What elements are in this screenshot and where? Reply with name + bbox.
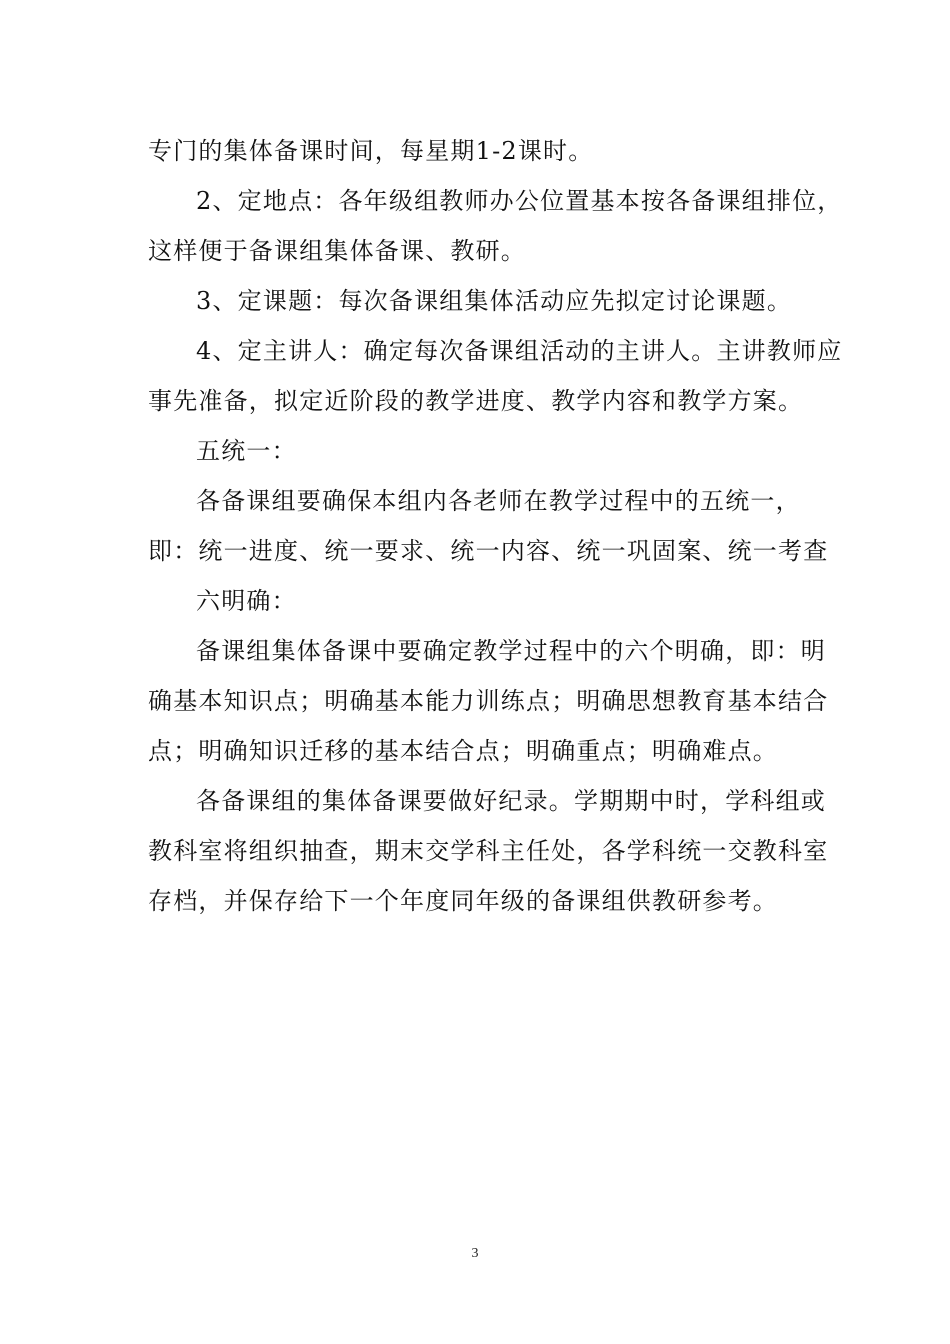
text-line: 教科室将组织抽查，期末交学科主任处，各学科统一交教科室 [148, 837, 829, 865]
section-heading: 五统一： [196, 437, 297, 465]
text-line: 各备课组的集体备课要做好纪录。学期期中时，学科组或 [196, 787, 826, 815]
text-line: 专门的集体备课时间，每星期1-2课时。 [148, 137, 594, 165]
text-line: 各备课组要确保本组内各老师在教学过程中的五统一， [196, 487, 801, 515]
text-line: 存档，并保存给下一个年度同年级的备课组供教研参考。 [148, 887, 778, 915]
text-line: 点；明确知识迁移的基本结合点；明确重点；明确难点。 [148, 737, 778, 765]
text-line: 备课组集体备课中要确定教学过程中的六个明确，即：明 [196, 637, 826, 665]
page-number: 3 [471, 1246, 479, 1261]
text-line: 3、定课题：每次备课组集体活动应先拟定讨论课题。 [196, 287, 793, 315]
text-line: 即：统一进度、统一要求、统一内容、统一巩固案、统一考查 [148, 537, 829, 565]
document-body [148, 126, 843, 926]
text-line: 2、定地点：各年级组教师办公位置基本按各备课组排位， [196, 187, 843, 215]
text-line: 4、定主讲人：确定每次备课组活动的主讲人。主讲教师应 [196, 337, 843, 365]
section-heading: 六明确： [196, 587, 297, 615]
text-line: 事先准备，拟定近阶段的教学进度、教学内容和教学方案。 [148, 387, 804, 415]
text-line: 确基本知识点；明确基本能力训练点；明确思想教育基本结合 [148, 687, 829, 715]
text-line: 这样便于备课组集体备课、教研。 [148, 237, 526, 265]
